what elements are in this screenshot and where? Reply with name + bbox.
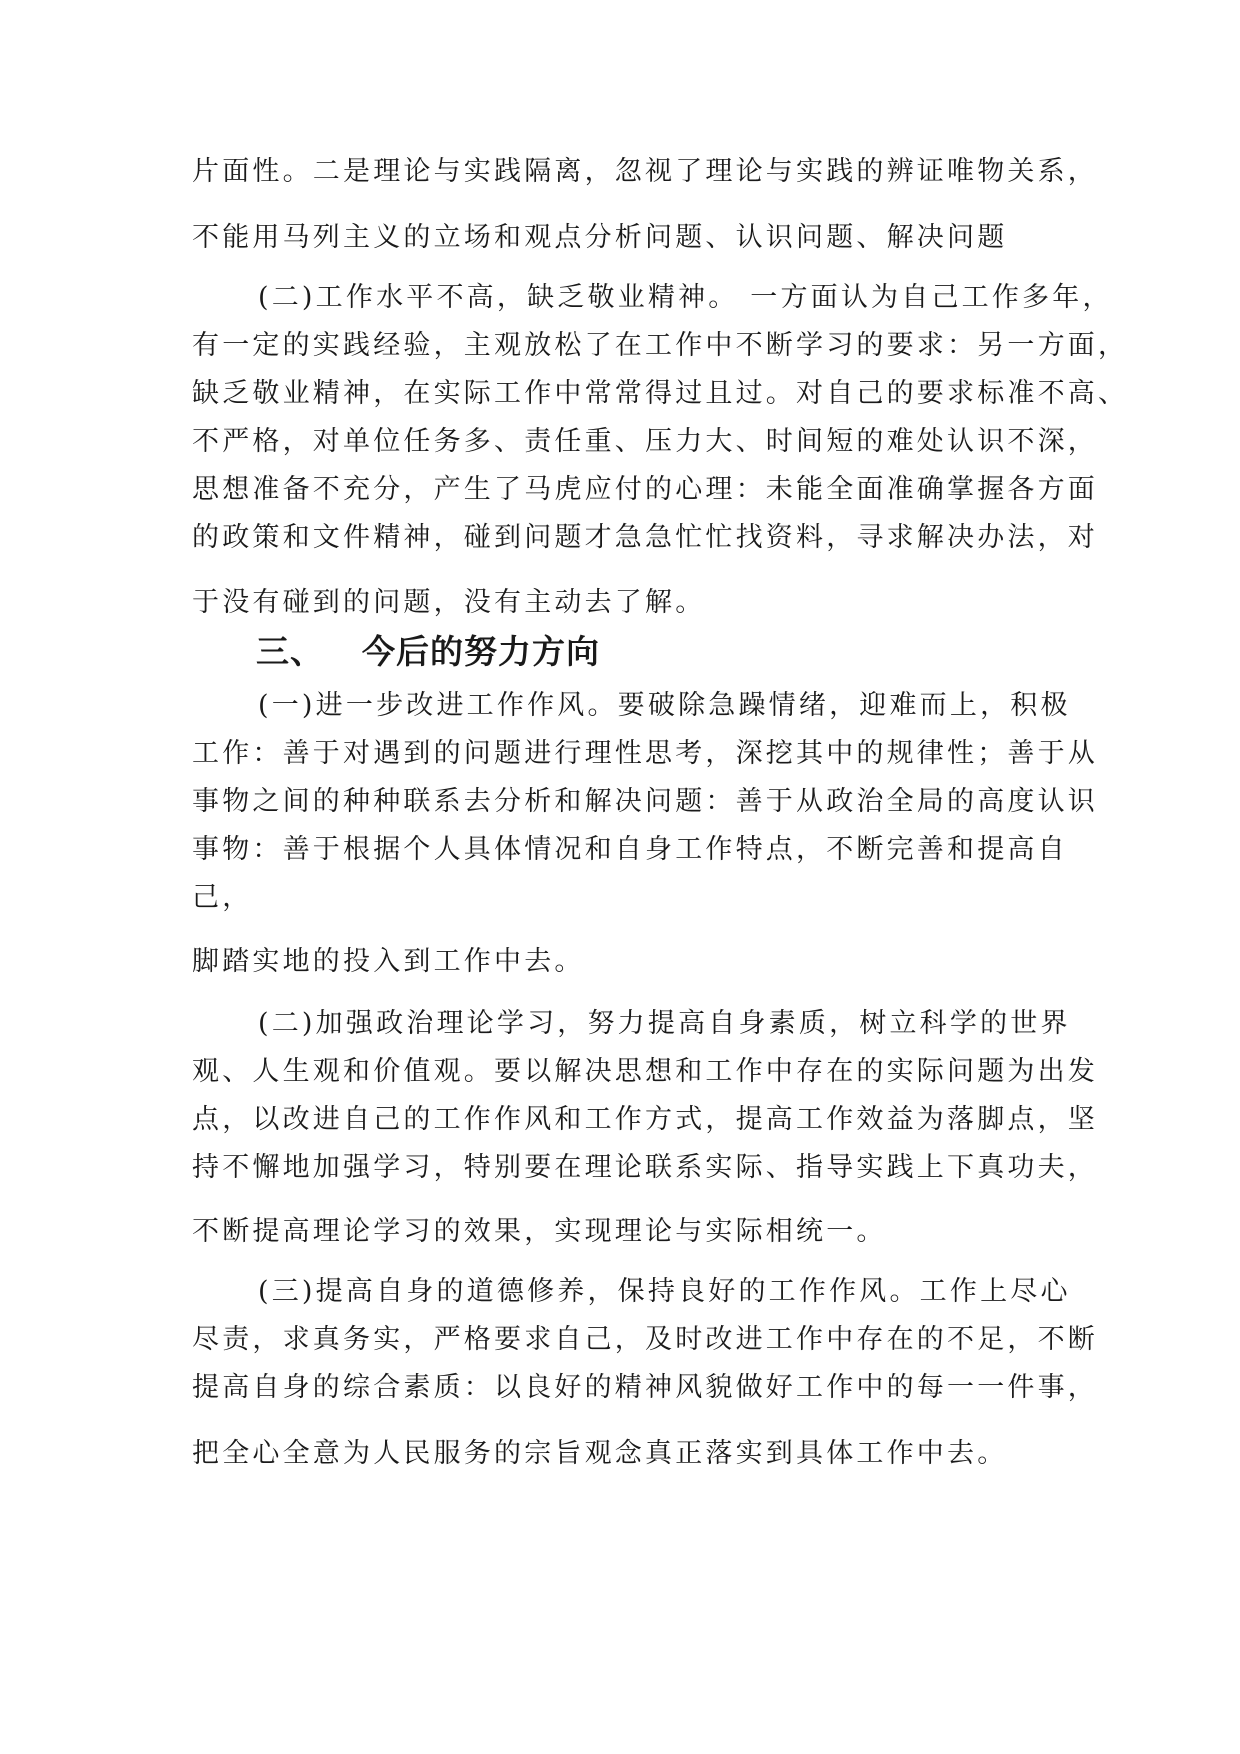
paragraph-line: 尽责，求真务实，严格要求自己，及时改进工作中存在的不足，不断 (192, 1324, 1098, 1355)
paragraph-line: (二)加强政治理论学习，努力提高自身素质，树立科学的世界 (258, 1008, 1071, 1039)
paragraph-line: 不严格，对单位任务多、责任重、压力大、时间短的难处认识不深， (192, 426, 1098, 457)
paragraph-line: (三)提高自身的道德修养，保持良好的工作作风。工作上尽心 (258, 1276, 1071, 1307)
paragraph-line: 持不懈地加强学习，特别要在理论联系实际、指导实践上下真功夫， (192, 1152, 1098, 1183)
paragraph-line: 把全心全意为人民服务的宗旨观念真正落实到具体工作中去。 (192, 1438, 1008, 1469)
paragraph-line: 提高自身的综合素质：以良好的精神风貌做好工作中的每一一件事， (192, 1372, 1098, 1403)
section-heading-title: 今后的努力方向 (362, 632, 600, 671)
paragraph-line: 思想准备不充分，产生了马虎应付的心理：未能全面准确掌握各方面 (192, 474, 1098, 505)
paragraph-line: 点，以改进自己的工作作风和工作方式，提高工作效益为落脚点，坚 (192, 1104, 1098, 1135)
paragraph-line: (二)工作水平不高，缺乏敬业精神。 一方面认为自己工作多年， (258, 282, 1113, 313)
paragraph-line: (一)进一步改进工作作风。要破除急躁情绪，迎难而上，积极 (258, 690, 1071, 721)
paragraph-line: 于没有碰到的问题，没有主动去了解。 (192, 587, 706, 618)
paragraph-line: 不断提高理论学习的效果，实现理论与实际相统一。 (192, 1216, 887, 1247)
paragraph-line: 片面性。二是理论与实践隔离，忽视了理论与实践的辨证唯物关系， (192, 156, 1098, 187)
paragraph-line: 观、人生观和价值观。要以解决思想和工作中存在的实际问题为出发 (192, 1056, 1098, 1087)
paragraph-line: 缺乏敬业精神，在实际工作中常常得过且过。对自己的要求标准不高、 (192, 378, 1129, 409)
paragraph-line: 工作：善于对遇到的问题进行理性思考，深挖其中的规律性；善于从 (192, 738, 1098, 769)
paragraph-line: 的政策和文件精神，碰到问题才急急忙忙找资料，寻求解决办法，对 (192, 522, 1098, 553)
paragraph-line: 事物之间的种种联系去分析和解决问题：善于从政治全局的高度认识 (192, 786, 1098, 817)
paragraph-line: 事物：善于根据个人具体情况和自身工作特点，不断完善和提高自 (192, 834, 1068, 865)
section-heading (256, 630, 600, 674)
paragraph-line: 脚踏实地的投入到工作中去。 (192, 946, 585, 977)
paragraph-line: 不能用马列主义的立场和观点分析问题、认识问题、解决问题 (192, 222, 1008, 253)
paragraph-line: 己， (192, 882, 253, 913)
paragraph-line: 有一定的实践经验，主观放松了在工作中不断学习的要求：另一方面， (192, 330, 1129, 361)
section-heading-number: 三、 (256, 632, 324, 671)
